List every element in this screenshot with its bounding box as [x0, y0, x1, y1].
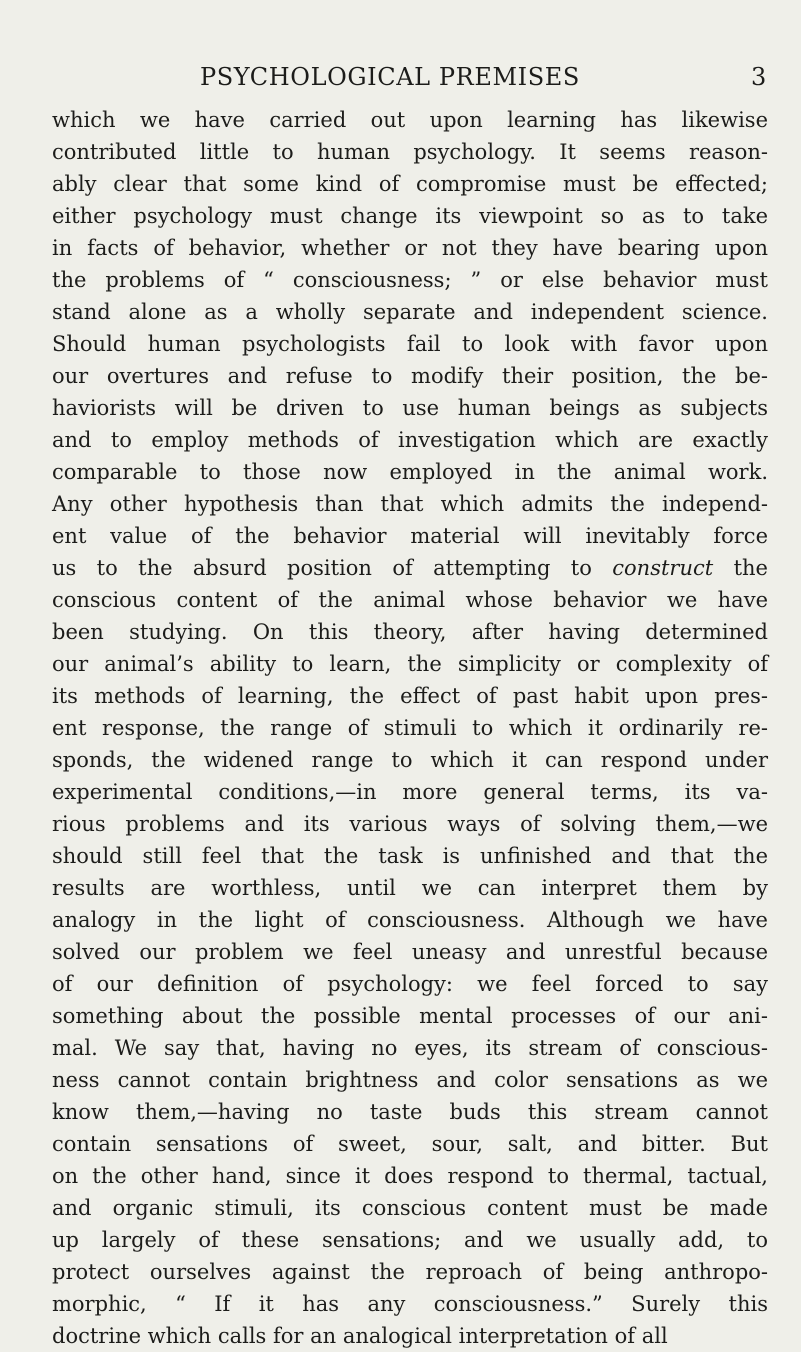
text-line: haviorists will be driven to use human beings as subjects: [52, 396, 768, 420]
text-line: Should human psychologists fail to look with favor upon: [52, 332, 768, 356]
text-line: sponds, the widened range to which it can respond under: [52, 748, 768, 772]
text-line: comparable to those now employed in the animal work.: [52, 460, 768, 484]
text-line: mal. We say that, having no eyes, its stream of conscious-: [52, 1036, 768, 1060]
text-line: ent value of the behavior material will inevitably force: [52, 524, 768, 548]
text-line: morphic, “ If it has any consciousness.” Surely this: [52, 1292, 768, 1316]
text-line: Any other hypothesis than that which admits the independ-: [52, 492, 768, 516]
text-line: contain sensations of sweet, sour, salt, and bitter. But: [52, 1132, 768, 1156]
text-line: and organic stimuli, its conscious content must be made: [52, 1196, 768, 1220]
text-line: in facts of behavior, whether or not they have bearing upon: [52, 236, 768, 260]
text-line: up largely of these sensations; and we usually add, to: [52, 1228, 768, 1252]
text-line: doctrine which calls for an analogical interpretation of all: [52, 1324, 668, 1348]
text-line: rious problems and its various ways of solving them,—we: [52, 812, 768, 836]
text-line: which we have carried out upon learning has likewise: [52, 108, 768, 132]
text-line: conscious content of the animal whose behavior we have: [52, 588, 768, 612]
running-head: PSYCHOLOGICAL PREMISES: [200, 63, 580, 91]
text-line: ably clear that some kind of compromise must be effected;: [52, 172, 768, 196]
text-segment: us to the absurd position of attempting to: [52, 556, 592, 580]
text-line: and to employ methods of investigation which are exactly: [52, 428, 768, 452]
text-line: either psychology must change its viewpoint so as to take: [52, 204, 768, 228]
text-line: should still feel that the task is unfinished and that the: [52, 844, 768, 868]
body-text: [52, 104, 768, 1352]
text-line: our animal’s ability to learn, the simplicity or complexity of: [52, 652, 768, 676]
text-line: of our definition of psychology: we feel forced to say: [52, 972, 768, 996]
text-line: something about the possible mental processes of our ani-: [52, 1004, 768, 1028]
text-line: results are worthless, until we can interpret them by: [52, 876, 768, 900]
text-line: analogy in the light of consciousness. Although we have: [52, 908, 768, 932]
text-segment: the: [733, 556, 768, 580]
text-line: experimental conditions,—in more general terms, its va-: [52, 780, 768, 804]
italic-word: construct: [612, 556, 714, 580]
text-line: contributed little to human psychology. It seems reason-: [52, 140, 768, 164]
text-line: our overtures and refuse to modify their position, the be-: [52, 364, 768, 388]
text-line: know them,—having no taste buds this stream cannot: [52, 1100, 768, 1124]
text-line: its methods of learning, the effect of past habit upon pres-: [52, 684, 768, 708]
text-line: solved our problem we feel uneasy and unrestful because: [52, 940, 768, 964]
text-line: stand alone as a wholly separate and independent science.: [52, 300, 768, 324]
text-line: ness cannot contain brightness and color sensations as we: [52, 1068, 768, 1092]
text-line-with-italic: [52, 552, 768, 584]
page-number: 3: [751, 63, 767, 91]
text-line: protect ourselves against the reproach of being anthropo-: [52, 1260, 768, 1284]
page-header: [0, 62, 801, 98]
text-line: been studying. On this theory, after having determined: [52, 620, 768, 644]
text-line: the problems of “ consciousness; ” or else behavior must: [52, 268, 768, 292]
text-line: on the other hand, since it does respond to thermal, tactual,: [52, 1164, 768, 1188]
text-line: ent response, the range of stimuli to which it ordinarily re-: [52, 716, 768, 740]
